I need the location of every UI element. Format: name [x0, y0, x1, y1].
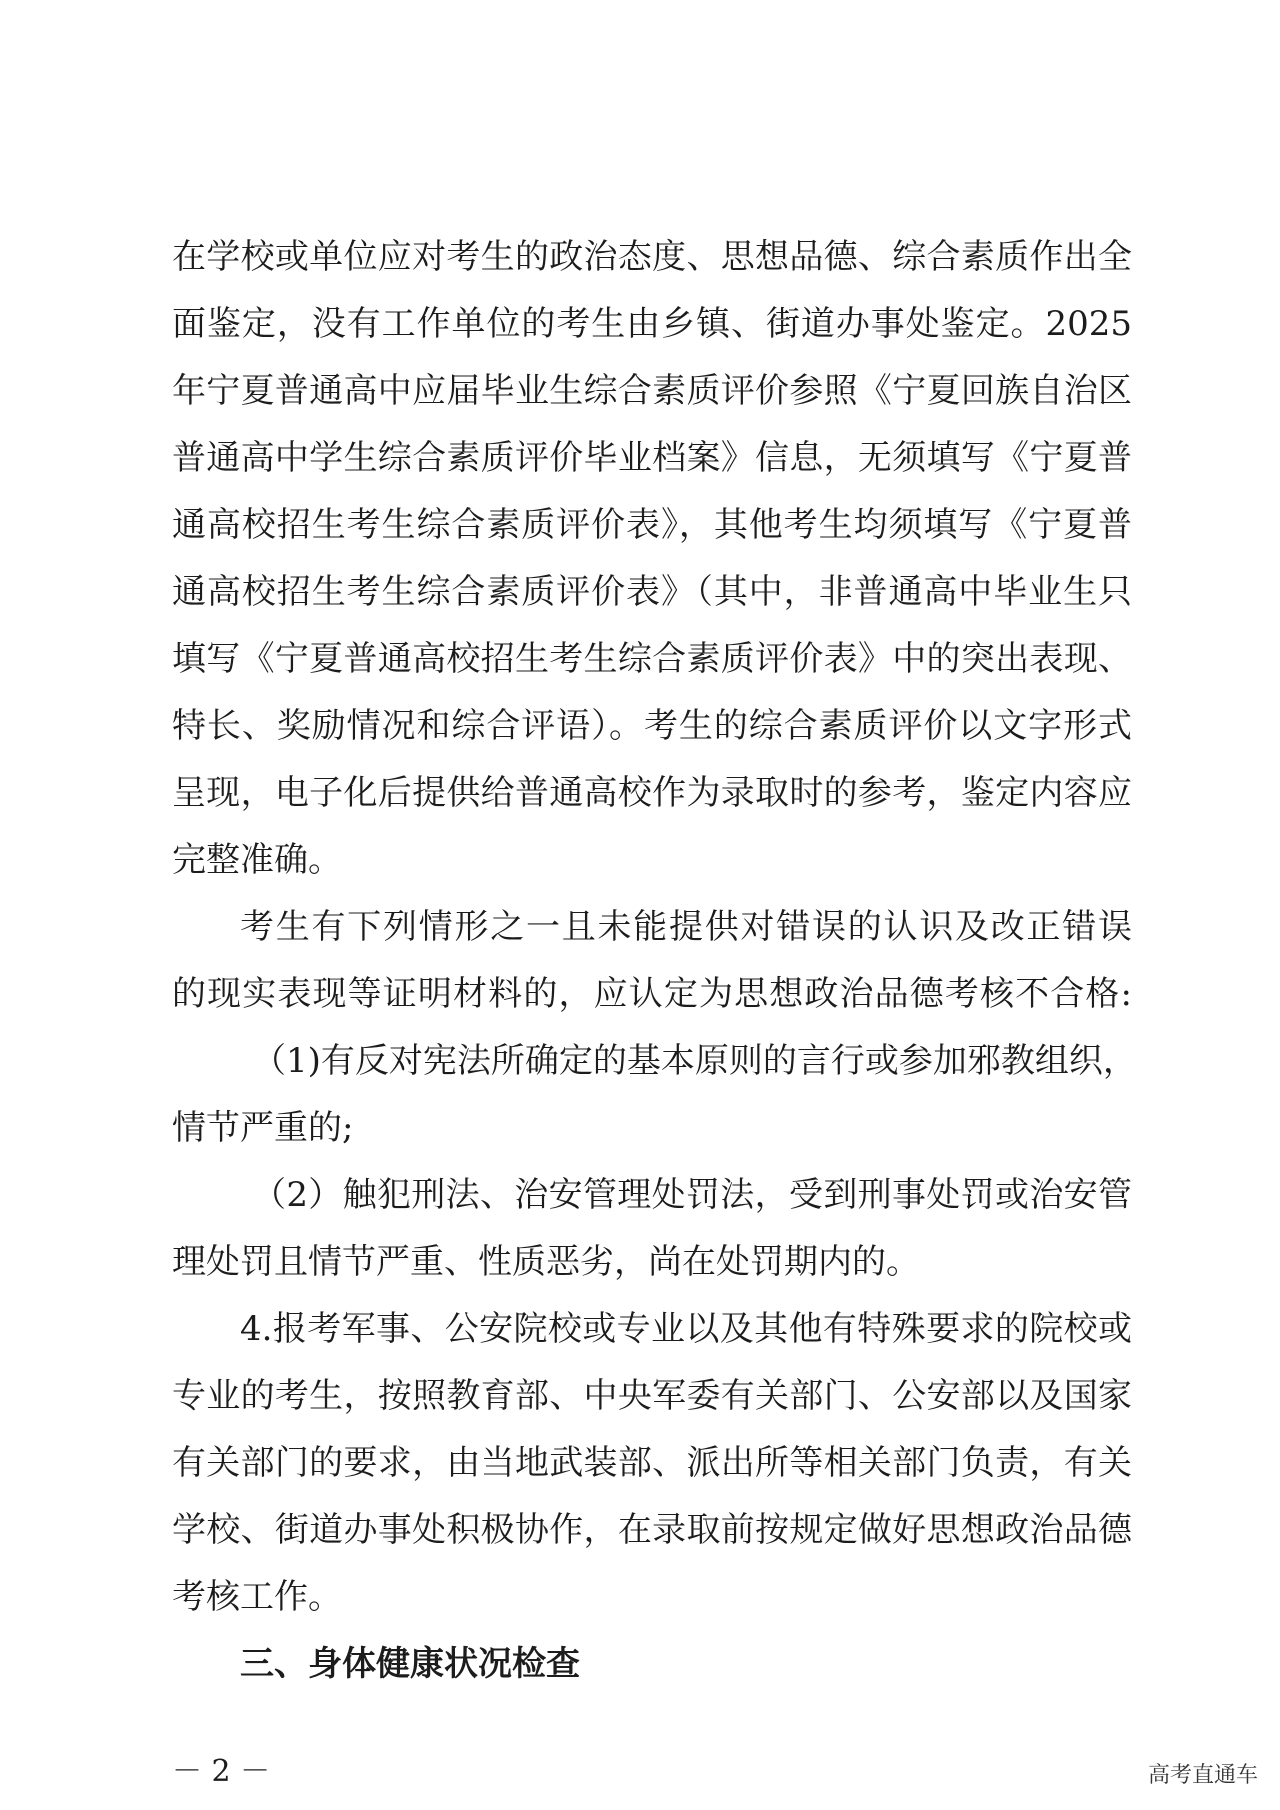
list-item-line: 理处罚且情节严重、性质恶劣，尚在处罚期内的。 [172, 1242, 920, 1282]
paragraph-line: 专业的考生，按照教育部、中央军委有关部门、公安部以及国家 [172, 1376, 1132, 1416]
paragraph-line: 学校、街道办事处积极协作，在录取前按规定做好思想政治品德 [172, 1510, 1132, 1550]
section-heading: 三、身体健康状况检查 [240, 1644, 580, 1684]
paragraph-line: 特长、奖励情况和综合评语）。考生的综合素质评价以文字形式 [172, 706, 1132, 746]
paragraph-line: 有关部门的要求，由当地武装部、派出所等相关部门负责，有关 [172, 1443, 1132, 1483]
paragraph-line: 普通高中学生综合素质评价毕业档案》信息，无须填写《宁夏普 [172, 438, 1132, 478]
page-number: － 2 － [172, 1754, 271, 1789]
paragraph-line: 的现实表现等证明材料的，应认定为思想政治品德考核不合格: [172, 974, 1132, 1014]
paragraph-line: 4.报考军事、公安院校或专业以及其他有特殊要求的院校或 [240, 1309, 1132, 1349]
list-item-line: （2）触犯刑法、治安管理处罚法，受到刑事处罚或治安管 [252, 1175, 1132, 1215]
list-item-line: 情节严重的; [172, 1108, 354, 1148]
paragraph-line: 年宁夏普通高中应届毕业生综合素质评价参照《宁夏回族自治区 [172, 371, 1132, 411]
paragraph-line: 考生有下列情形之一且未能提供对错误的认识及改正错误 [240, 907, 1132, 947]
paragraph-line: 通高校招生考生综合素质评价表》（其中，非普通高中毕业生只 [172, 572, 1132, 612]
paragraph-line: 在学校或单位应对考生的政治态度、思想品德、综合素质作出全 [172, 237, 1132, 277]
paragraph-line: 完整准确。 [172, 840, 342, 880]
list-item-line: （1)有反对宪法所确定的基本原则的言行或参加邪教组织， [252, 1041, 1137, 1081]
paragraph-line: 面鉴定，没有工作单位的考生由乡镇、街道办事处鉴定。2025 [172, 304, 1132, 344]
paragraph-line: 呈现，电子化后提供给普通高校作为录取时的参考，鉴定内容应 [172, 773, 1132, 813]
paragraph-line: 通高校招生考生综合素质评价表》，其他考生均须填写《宁夏普 [172, 505, 1132, 545]
paragraph-line: 考核工作。 [172, 1577, 342, 1617]
paragraph-line: 填写《宁夏普通高校招生考生综合素质评价表》中的突出表现、 [172, 639, 1132, 679]
watermark: 高考直通车 [1147, 1763, 1258, 1788]
